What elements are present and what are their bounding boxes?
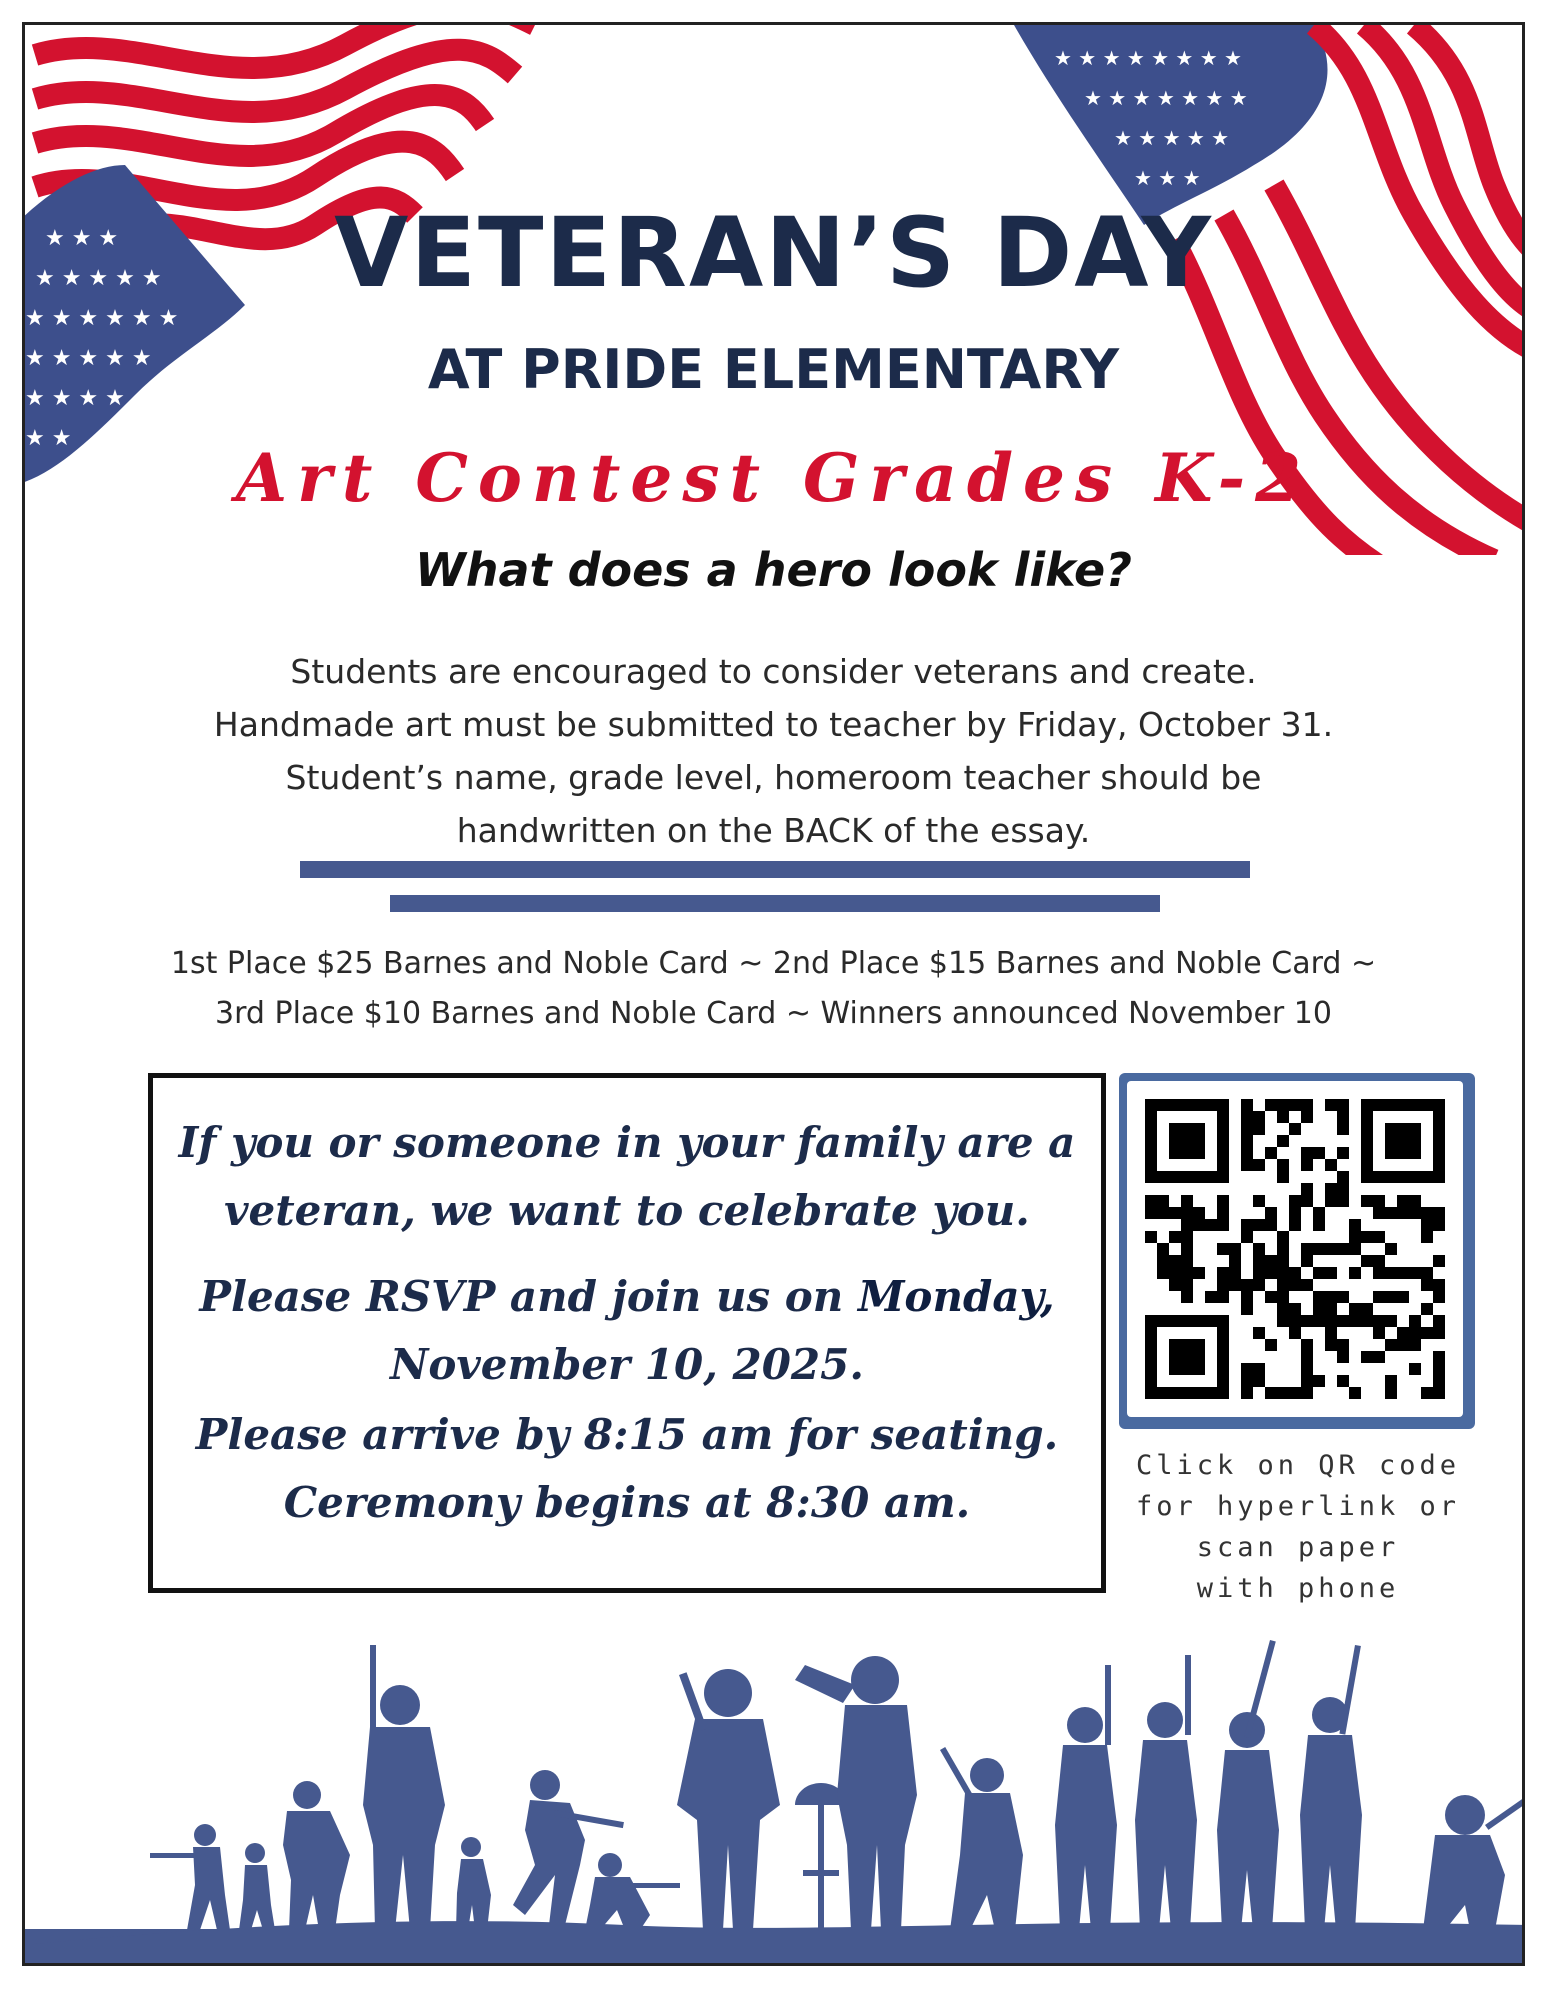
qr-module [1277, 1111, 1289, 1123]
qr-module [1241, 1375, 1253, 1387]
svg-text:★ ★ ★ ★ ★ ★ ★ ★: ★ ★ ★ ★ ★ ★ ★ ★ [1054, 46, 1242, 70]
svg-text:★ ★ ★ ★ ★ ★ ★: ★ ★ ★ ★ ★ ★ ★ [1084, 86, 1248, 110]
qr-module [1277, 1171, 1289, 1183]
qr-module [1337, 1147, 1349, 1159]
qr-module [1433, 1279, 1445, 1291]
qr-module [1277, 1231, 1289, 1243]
qr-module [1349, 1267, 1361, 1279]
qr-module [1313, 1291, 1325, 1303]
qr-module [1337, 1243, 1349, 1255]
qr-module [1325, 1339, 1337, 1351]
qr-caption-line: with phone [1196, 1573, 1400, 1604]
prizes-line: 1st Place $25 Barnes and Noble Card ~ 2nd Place $15 Barnes and Noble Card ~ [170, 946, 1377, 981]
qr-module [1433, 1291, 1445, 1303]
qr-module [1433, 1327, 1445, 1339]
qr-module [1325, 1243, 1337, 1255]
qr-module [1181, 1195, 1193, 1207]
qr-module [1253, 1363, 1265, 1375]
qr-module [1313, 1315, 1325, 1327]
qr-module [1313, 1303, 1325, 1315]
qr-module [1265, 1339, 1277, 1351]
qr-module [1289, 1195, 1301, 1207]
qr-module [1157, 1267, 1169, 1279]
qr-module [1397, 1195, 1409, 1207]
qr-module [1421, 1219, 1433, 1231]
qr-module [1373, 1255, 1385, 1267]
qr-module [1253, 1219, 1265, 1231]
qr-module [1217, 1279, 1229, 1291]
qr-module [1337, 1291, 1349, 1303]
qr-module [1265, 1147, 1277, 1159]
qr-module [1421, 1327, 1433, 1339]
qr-module [1409, 1339, 1421, 1351]
qr-module [1253, 1279, 1265, 1291]
qr-module [1421, 1303, 1433, 1315]
instructions-line: Student’s name, grade level, homeroom teacher should be [285, 758, 1262, 797]
qr-module [1241, 1111, 1253, 1123]
qr-module [1169, 1255, 1181, 1267]
qr-module [1241, 1231, 1253, 1243]
soldier-silhouettes-icon [25, 1625, 1525, 1966]
qr-module [1205, 1291, 1217, 1303]
qr-module [1277, 1387, 1289, 1399]
qr-module [1277, 1135, 1289, 1147]
divider-bar [300, 861, 1250, 878]
instructions-line: handwritten on the BACK of the essay. [456, 811, 1091, 850]
prizes-line: 3rd Place $10 Barnes and Noble Card ~ Winners announced November 10 [215, 996, 1332, 1031]
qr-module [1181, 1243, 1193, 1255]
qr-module [1181, 1255, 1193, 1267]
qr-module [1241, 1291, 1253, 1303]
qr-module [1409, 1207, 1421, 1219]
qr-module [1337, 1375, 1349, 1387]
qr-module [1385, 1243, 1397, 1255]
qr-module [1241, 1363, 1253, 1375]
contest-heading: Art Contest Grades K-2 [235, 439, 1312, 517]
qr-module [1313, 1243, 1325, 1255]
qr-caption-line: scan paper [1196, 1532, 1400, 1563]
qr-module [1385, 1375, 1397, 1387]
qr-module [1277, 1291, 1289, 1303]
qr-module [1385, 1315, 1397, 1327]
qr-module [1397, 1291, 1409, 1303]
qr-module [1157, 1243, 1169, 1255]
rsvp-box [148, 1073, 1106, 1593]
qr-module [1409, 1267, 1421, 1279]
qr-module [1361, 1303, 1373, 1315]
qr-code-background [1127, 1081, 1463, 1417]
qr-module [1289, 1219, 1301, 1231]
qr-module [1217, 1291, 1229, 1303]
qr-module [1349, 1243, 1361, 1255]
qr-module [1277, 1099, 1289, 1111]
qr-module [1193, 1219, 1205, 1231]
qr-module [1325, 1315, 1337, 1327]
qr-module [1253, 1327, 1265, 1339]
qr-module [1373, 1327, 1385, 1339]
qr-module [1169, 1207, 1181, 1219]
qr-module [1409, 1195, 1421, 1207]
page-title: VETERAN’S DAY [334, 197, 1213, 309]
qr-module [1217, 1219, 1229, 1231]
qr-module [1349, 1303, 1361, 1315]
qr-module [1253, 1375, 1265, 1387]
instructions-line: Handmade art must be submitted to teacher by Friday, October 31. [213, 705, 1334, 744]
qr-module [1337, 1183, 1349, 1195]
qr-module [1169, 1339, 1205, 1375]
qr-module [1145, 1207, 1157, 1219]
qr-module [1385, 1123, 1421, 1159]
svg-text:★ ★ ★ ★ ★ ★: ★ ★ ★ ★ ★ ★ [25, 306, 179, 331]
qr-module [1361, 1255, 1373, 1267]
divider-bar [390, 895, 1160, 912]
qr-module [1289, 1303, 1301, 1315]
svg-text:★ ★ ★ ★ ★: ★ ★ ★ ★ ★ [25, 346, 152, 371]
qr-caption-line: for hyperlink or [1135, 1491, 1461, 1522]
qr-module [1277, 1159, 1289, 1171]
qr-code-icon [1145, 1099, 1445, 1399]
qr-module [1253, 1195, 1265, 1207]
qr-module [1301, 1315, 1313, 1327]
qr-module [1433, 1219, 1445, 1231]
qr-module [1337, 1111, 1349, 1123]
qr-module [1229, 1255, 1241, 1267]
qr-module [1289, 1279, 1301, 1291]
qr-module [1433, 1375, 1445, 1387]
qr-module [1397, 1267, 1409, 1279]
qr-module [1349, 1219, 1361, 1231]
qr-module [1361, 1315, 1373, 1327]
rsvp-arrival: Please arrive by 8:15 am for seating. [195, 1410, 1059, 1459]
qr-module [1421, 1387, 1433, 1399]
svg-text:★ ★ ★: ★ ★ ★ [1134, 166, 1201, 190]
qr-module [1229, 1279, 1241, 1291]
qr-module [1313, 1375, 1325, 1387]
qr-module [1205, 1219, 1217, 1231]
qr-module [1373, 1315, 1385, 1327]
qr-module [1253, 1123, 1265, 1135]
qr-module [1433, 1351, 1445, 1363]
contest-question: What does a hero look like? [415, 543, 1132, 597]
svg-text:★ ★: ★ ★ [25, 426, 72, 451]
qr-module [1349, 1387, 1361, 1399]
qr-module [1325, 1099, 1337, 1111]
qr-module [1361, 1231, 1373, 1243]
qr-module [1409, 1315, 1421, 1327]
qr-module [1301, 1387, 1313, 1399]
qr-module [1241, 1099, 1253, 1111]
qr-module [1301, 1279, 1313, 1291]
qr-caption-line: Click on QR code [1135, 1450, 1461, 1481]
qr-module [1181, 1279, 1193, 1291]
qr-module [1313, 1207, 1325, 1219]
qr-module [1265, 1387, 1277, 1399]
qr-module [1301, 1339, 1313, 1351]
qr-module [1157, 1195, 1169, 1207]
qr-module [1301, 1159, 1313, 1171]
qr-module [1325, 1159, 1337, 1171]
svg-text:★ ★ ★: ★ ★ ★ [45, 226, 119, 251]
qr-module [1325, 1195, 1337, 1207]
qr-module [1289, 1315, 1301, 1327]
qr-module [1277, 1279, 1289, 1291]
qr-module [1241, 1135, 1253, 1147]
qr-module [1265, 1219, 1277, 1231]
qr-module [1265, 1207, 1277, 1219]
qr-module [1337, 1315, 1349, 1327]
qr-module [1277, 1315, 1289, 1327]
qr-module [1397, 1207, 1409, 1219]
rsvp-date: November 10, 2025. [389, 1340, 865, 1389]
qr-module [1373, 1267, 1385, 1279]
qr-module [1433, 1207, 1445, 1219]
qr-module [1337, 1171, 1349, 1183]
qr-module [1301, 1375, 1313, 1387]
qr-module [1289, 1207, 1301, 1219]
qr-module [1313, 1267, 1325, 1279]
flyer [22, 22, 1525, 1966]
qr-module [1193, 1207, 1205, 1219]
qr-module [1253, 1267, 1265, 1279]
page-subtitle: AT PRIDE ELEMENTARY [427, 338, 1120, 401]
qr-module [1217, 1195, 1229, 1207]
qr-module [1193, 1267, 1205, 1279]
qr-module [1253, 1159, 1265, 1171]
qr-module [1421, 1267, 1433, 1279]
qr-module [1241, 1219, 1253, 1231]
qr-module [1361, 1351, 1373, 1363]
svg-text:★ ★ ★ ★ ★: ★ ★ ★ ★ ★ [1114, 126, 1230, 150]
qr-module [1277, 1303, 1289, 1315]
qr-module [1373, 1195, 1385, 1207]
qr-module [1229, 1267, 1241, 1279]
qr-module [1349, 1315, 1361, 1327]
rsvp-line: veteran, we want to celebrate you. [224, 1186, 1030, 1235]
qr-module [1301, 1099, 1313, 1111]
qr-module [1313, 1219, 1325, 1231]
qr-module [1217, 1207, 1229, 1219]
qr-module [1241, 1303, 1253, 1315]
qr-module [1325, 1303, 1337, 1315]
qr-module [1289, 1387, 1301, 1399]
qr-module [1229, 1243, 1241, 1255]
qr-module [1373, 1231, 1385, 1243]
qr-module [1385, 1291, 1397, 1303]
qr-module [1301, 1351, 1313, 1363]
instructions-block [25, 645, 1522, 857]
qr-module [1241, 1279, 1253, 1291]
qr-module [1145, 1195, 1157, 1207]
qr-module [1289, 1099, 1301, 1111]
qr-module [1289, 1327, 1301, 1339]
qr-module [1301, 1195, 1313, 1207]
qr-module [1397, 1327, 1409, 1339]
qr-module [1241, 1159, 1253, 1171]
qr-module [1169, 1123, 1205, 1159]
qr-module [1181, 1291, 1193, 1303]
qr-module [1301, 1243, 1313, 1255]
qr-module [1217, 1267, 1229, 1279]
prizes-block [25, 939, 1522, 1039]
qr-module [1385, 1207, 1397, 1219]
qr-module [1385, 1267, 1397, 1279]
rsvp-line [153, 1272, 1101, 1321]
qr-module [1325, 1267, 1337, 1279]
qr-module [1277, 1255, 1289, 1267]
qr-caption [1103, 1445, 1493, 1609]
qr-module [1373, 1207, 1385, 1219]
qr-module [1325, 1183, 1337, 1195]
qr-module [1265, 1255, 1277, 1267]
qr-module [1433, 1387, 1445, 1399]
qr-module [1361, 1195, 1373, 1207]
rsvp-day: Monday, [857, 1272, 1055, 1321]
rsvp-line: If you or someone in your family are a [178, 1118, 1076, 1167]
qr-module [1241, 1147, 1253, 1159]
qr-module [1181, 1207, 1193, 1219]
qr-module [1277, 1267, 1289, 1279]
qr-code-link[interactable] [1119, 1073, 1475, 1429]
qr-module [1301, 1183, 1313, 1195]
qr-module [1421, 1231, 1433, 1243]
qr-module [1325, 1291, 1337, 1303]
qr-module [1277, 1243, 1289, 1255]
qr-module [1349, 1231, 1361, 1243]
svg-text:★ ★ ★ ★: ★ ★ ★ ★ [25, 386, 125, 411]
qr-module [1265, 1099, 1277, 1111]
instructions-line: Students are encouraged to consider veterans and create. [290, 652, 1257, 691]
qr-module [1325, 1327, 1337, 1339]
qr-module [1169, 1267, 1181, 1279]
qr-module [1421, 1279, 1433, 1291]
qr-module [1409, 1363, 1421, 1375]
qr-module [1301, 1147, 1313, 1159]
qr-module [1385, 1387, 1397, 1399]
qr-module [1265, 1291, 1277, 1303]
qr-module [1169, 1279, 1181, 1291]
qr-module [1337, 1195, 1349, 1207]
qr-module [1181, 1267, 1193, 1279]
qr-module [1265, 1267, 1277, 1279]
qr-module [1337, 1123, 1349, 1135]
qr-module [1253, 1243, 1265, 1255]
qr-module [1373, 1291, 1385, 1303]
qr-module [1313, 1147, 1325, 1159]
qr-module [1289, 1267, 1301, 1279]
qr-module [1337, 1351, 1349, 1363]
qr-module [1421, 1207, 1433, 1219]
svg-text:★ ★ ★ ★ ★: ★ ★ ★ ★ ★ [35, 266, 162, 291]
qr-module [1433, 1255, 1445, 1267]
qr-module [1181, 1219, 1193, 1231]
qr-module [1241, 1123, 1253, 1135]
qr-module [1169, 1231, 1181, 1243]
qr-module [1241, 1387, 1253, 1399]
qr-module [1145, 1231, 1157, 1243]
rsvp-text: Please RSVP and join us on [199, 1272, 858, 1321]
qr-module [1373, 1351, 1385, 1363]
qr-module [1385, 1339, 1397, 1351]
qr-module [1409, 1327, 1421, 1339]
qr-module [1397, 1339, 1409, 1351]
qr-module [1157, 1255, 1169, 1267]
qr-module [1181, 1231, 1193, 1243]
qr-module [1337, 1099, 1349, 1111]
qr-module [1433, 1363, 1445, 1375]
qr-module [1253, 1255, 1265, 1267]
qr-module [1157, 1207, 1169, 1219]
rsvp-ceremony: Ceremony begins at 8:30 am. [283, 1478, 971, 1527]
qr-module [1301, 1111, 1313, 1123]
qr-module [1433, 1315, 1445, 1327]
qr-module [1301, 1363, 1313, 1375]
qr-module [1301, 1255, 1313, 1267]
qr-module [1217, 1243, 1229, 1255]
qr-module [1253, 1111, 1265, 1123]
qr-module [1289, 1123, 1301, 1135]
qr-module [1337, 1339, 1349, 1351]
